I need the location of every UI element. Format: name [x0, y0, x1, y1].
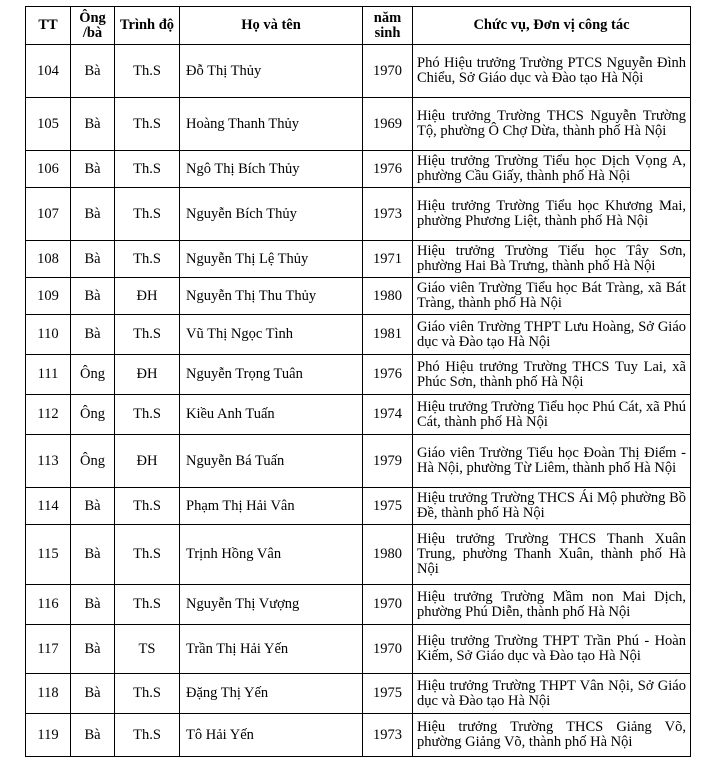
row-birth-year: 1975	[363, 488, 413, 525]
row-position: Hiệu trưởng Trường THCS Ái Mộ phường Bồ Đề, thành phố Hà Nội	[413, 488, 691, 525]
table-row	[26, 45, 691, 98]
row-tt: 109	[26, 278, 71, 315]
row-birth-year: 1969	[363, 98, 413, 151]
table-row	[26, 188, 691, 241]
row-birth-year: 1979	[363, 435, 413, 488]
table-header-row	[26, 7, 691, 45]
row-name: Nguyễn Thị Thu Thủy	[180, 278, 363, 315]
table-row	[26, 315, 691, 355]
row-birth-year: 1974	[363, 395, 413, 435]
row-birth-year: 1980	[363, 525, 413, 585]
row-name: Ngô Thị Bích Thủy	[180, 151, 363, 188]
row-title: Ông	[71, 355, 115, 395]
row-tt: 108	[26, 241, 71, 278]
row-name: Nguyễn Trọng Tuân	[180, 355, 363, 395]
row-tt: 112	[26, 395, 71, 435]
row-position: Phó Hiệu trưởng Trường PTCS Nguyễn Đình Chiểu, Sở Giáo dục và Đào tạo Hà Nội	[413, 45, 691, 98]
row-title: Bà	[71, 488, 115, 525]
row-tt: 119	[26, 714, 71, 757]
table-row	[26, 241, 691, 278]
row-degree: Th.S	[115, 488, 180, 525]
row-position: Hiệu trưởng Trường Tiểu học Phú Cát, xã Phú Cát, thành phố Hà Nội	[413, 395, 691, 435]
row-title: Bà	[71, 98, 115, 151]
row-title: Bà	[71, 674, 115, 714]
row-tt: 115	[26, 525, 71, 585]
header-title: Ông /bà	[71, 7, 115, 45]
row-birth-year: 1973	[363, 714, 413, 757]
row-tt: 105	[26, 98, 71, 151]
row-birth-year: 1981	[363, 315, 413, 355]
row-degree: Th.S	[115, 241, 180, 278]
header-degree: Trình độ	[115, 7, 180, 45]
row-degree: Th.S	[115, 98, 180, 151]
row-name: Tô Hải Yến	[180, 714, 363, 757]
row-degree: ĐH	[115, 355, 180, 395]
row-birth-year: 1975	[363, 674, 413, 714]
row-position: Hiệu trưởng Trường Mầm non Mai Dịch, phường Phú Diễn, thành phố Hà Nội	[413, 585, 691, 625]
row-tt: 104	[26, 45, 71, 98]
row-tt: 107	[26, 188, 71, 241]
table-row	[26, 625, 691, 674]
row-degree: Th.S	[115, 188, 180, 241]
table-row	[26, 98, 691, 151]
row-title: Ông	[71, 435, 115, 488]
row-degree: Th.S	[115, 714, 180, 757]
row-title: Bà	[71, 585, 115, 625]
header-position: Chức vụ, Đơn vị công tác	[413, 7, 691, 45]
row-birth-year: 1976	[363, 355, 413, 395]
row-position: Giáo viên Trường Tiểu học Bát Tràng, xã Bát Tràng, thành phố Hà Nội	[413, 278, 691, 315]
row-position: Hiệu trưởng Trường Tiểu học Tây Sơn, phường Hai Bà Trưng, thành phố Hà Nội	[413, 241, 691, 278]
header-name: Họ và tên	[180, 7, 363, 45]
table-row	[26, 395, 691, 435]
row-birth-year: 1970	[363, 585, 413, 625]
table-row	[26, 585, 691, 625]
row-name: Trịnh Hồng Vân	[180, 525, 363, 585]
row-title: Bà	[71, 315, 115, 355]
row-name: Phạm Thị Hải Vân	[180, 488, 363, 525]
document-table-container	[25, 6, 690, 757]
row-title: Bà	[71, 45, 115, 98]
table-row	[26, 714, 691, 757]
row-position: Hiệu trưởng Trường Tiểu học Dịch Vọng A, phường Cầu Giấy, thành phố Hà Nội	[413, 151, 691, 188]
row-title: Bà	[71, 188, 115, 241]
row-tt: 113	[26, 435, 71, 488]
row-degree: Th.S	[115, 525, 180, 585]
row-name: Nguyễn Thị Lệ Thủy	[180, 241, 363, 278]
row-name: Kiều Anh Tuấn	[180, 395, 363, 435]
row-birth-year: 1970	[363, 45, 413, 98]
row-title: Bà	[71, 714, 115, 757]
row-birth-year: 1976	[363, 151, 413, 188]
row-degree: Th.S	[115, 315, 180, 355]
row-position: Giáo viên Trường THPT Lưu Hoàng, Sở Giáo dục và Đào tạo Hà Nội	[413, 315, 691, 355]
table-row	[26, 355, 691, 395]
row-degree: Th.S	[115, 585, 180, 625]
row-degree: TS	[115, 625, 180, 674]
row-name: Đặng Thị Yến	[180, 674, 363, 714]
row-position: Hiệu trưởng Trường THPT Trần Phú - Hoàn Kiếm, Sở Giáo dục và Đào tạo Hà Nội	[413, 625, 691, 674]
row-position: Giáo viên Trường Tiểu học Đoàn Thị Điểm - Hà Nội, phường Từ Liêm, thành phố Hà Nội	[413, 435, 691, 488]
table-row	[26, 151, 691, 188]
row-degree: ĐH	[115, 278, 180, 315]
header-tt: TT	[26, 7, 71, 45]
row-position: Hiệu trưởng Trường Tiểu học Khương Mai, phường Phương Liệt, thành phố Hà Nội	[413, 188, 691, 241]
row-degree: Th.S	[115, 674, 180, 714]
row-name: Vũ Thị Ngọc Tình	[180, 315, 363, 355]
row-position: Hiệu trưởng Trường THCS Giảng Võ, phường Giảng Võ, thành phố Hà Nội	[413, 714, 691, 757]
row-degree: Th.S	[115, 45, 180, 98]
row-birth-year: 1971	[363, 241, 413, 278]
table-row	[26, 488, 691, 525]
row-tt: 110	[26, 315, 71, 355]
row-title: Ông	[71, 395, 115, 435]
header-birth-year: năm sinh	[363, 7, 413, 45]
row-degree: Th.S	[115, 395, 180, 435]
row-birth-year: 1970	[363, 625, 413, 674]
row-title: Bà	[71, 151, 115, 188]
row-name: Nguyễn Bá Tuấn	[180, 435, 363, 488]
row-title: Bà	[71, 278, 115, 315]
personnel-table	[25, 6, 691, 757]
row-position: Hiệu trưởng Trường THCS Thanh Xuân Trung, phường Thanh Xuân, thành phố Hà Nội	[413, 525, 691, 585]
table-row	[26, 278, 691, 315]
row-name: Nguyễn Thị Vượng	[180, 585, 363, 625]
row-birth-year: 1973	[363, 188, 413, 241]
row-title: Bà	[71, 625, 115, 674]
row-name: Trần Thị Hải Yến	[180, 625, 363, 674]
table-row	[26, 435, 691, 488]
row-tt: 114	[26, 488, 71, 525]
row-name: Hoàng Thanh Thủy	[180, 98, 363, 151]
row-title: Bà	[71, 525, 115, 585]
row-title: Bà	[71, 241, 115, 278]
row-degree: ĐH	[115, 435, 180, 488]
row-position: Hiệu trưởng Trường THPT Vân Nội, Sở Giáo dục và Đào tạo Hà Nội	[413, 674, 691, 714]
row-tt: 117	[26, 625, 71, 674]
row-name: Đỗ Thị Thủy	[180, 45, 363, 98]
row-position: Phó Hiệu trưởng Trường THCS Tuy Lai, xã Phúc Sơn, thành phố Hà Nội	[413, 355, 691, 395]
row-birth-year: 1980	[363, 278, 413, 315]
row-tt: 106	[26, 151, 71, 188]
row-tt: 118	[26, 674, 71, 714]
table-row	[26, 525, 691, 585]
row-name: Nguyễn Bích Thủy	[180, 188, 363, 241]
row-tt: 116	[26, 585, 71, 625]
table-body	[26, 45, 691, 757]
row-position: Hiệu trưởng Trường THCS Nguyễn Trường Tộ, phường Ô Chợ Dừa, thành phố Hà Nội	[413, 98, 691, 151]
row-degree: Th.S	[115, 151, 180, 188]
row-tt: 111	[26, 355, 71, 395]
table-row	[26, 674, 691, 714]
